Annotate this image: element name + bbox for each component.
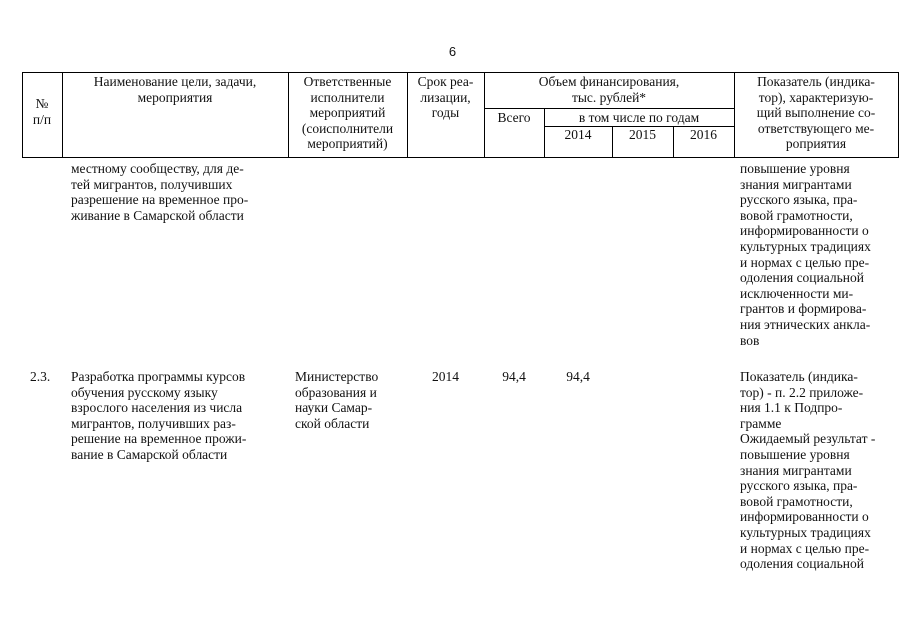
header-year-2015: 2015 (629, 127, 656, 142)
header-name: Наименование цели, задачи, мероприятия (93, 74, 257, 105)
header-financing: Объем финансирования, тыс. рублей* (538, 74, 680, 105)
header-term: Срок реа- лизации, годы (417, 74, 474, 121)
header-by-years: в том числе по годам (578, 110, 700, 125)
cell-executors: Министерство образования и науки Самар- ской области (295, 369, 379, 431)
header-year-2016: 2016 (690, 127, 717, 142)
page-number: 6 (448, 44, 457, 59)
cell-indicator: повышение уровня знания мигрантами русского языка, пра- вовой грамотности, информированности о культурных традициях и нормах с целью пре- одоления социальной исключенности ми- грантов и формирова- ния этнических анкла- вов (740, 161, 871, 348)
cell-year-2014: 94,4 (566, 369, 590, 384)
financing-sub-divider (484, 108, 734, 109)
cell-num: 2.3. (30, 369, 51, 384)
cell-name: местному сообществу, для де- тей мигрантов, получивших разрешение на временное про- живание в Самарской области (71, 161, 249, 223)
header-top-border (22, 72, 898, 73)
cell-total: 94,4 (502, 369, 526, 384)
header-year-2014: 2014 (564, 127, 592, 142)
cell-name: Разработка программы курсов обучения русскому языку взрослого населения из числа мигрантов, получивших раз- решение на временное прожи- вание в Самарской области (71, 369, 247, 462)
header-total: Всего (497, 110, 531, 125)
header-executors: Ответственные исполнители мероприятий (соисполнители мероприятий) (301, 74, 394, 152)
cell-term: 2014 (432, 369, 459, 384)
col-border (898, 72, 899, 158)
header-bottom-border (22, 157, 898, 158)
header-num: № п/п (32, 96, 52, 127)
header-indicator: Показатель (индика- тор), характеризую- щий выполнение со- ответствующего ме- роприятия (756, 74, 876, 152)
cell-indicator: Показатель (индика- тор) - п. 2.2 приложе- ния 1.1 к Подпро- грамме Ожидаемый результат - повышение уровня знания мигрантами русского языка, пра- вовой грамотности, информированности о культурных традициях и нормах с целью пре- одоления социальной (740, 369, 876, 572)
